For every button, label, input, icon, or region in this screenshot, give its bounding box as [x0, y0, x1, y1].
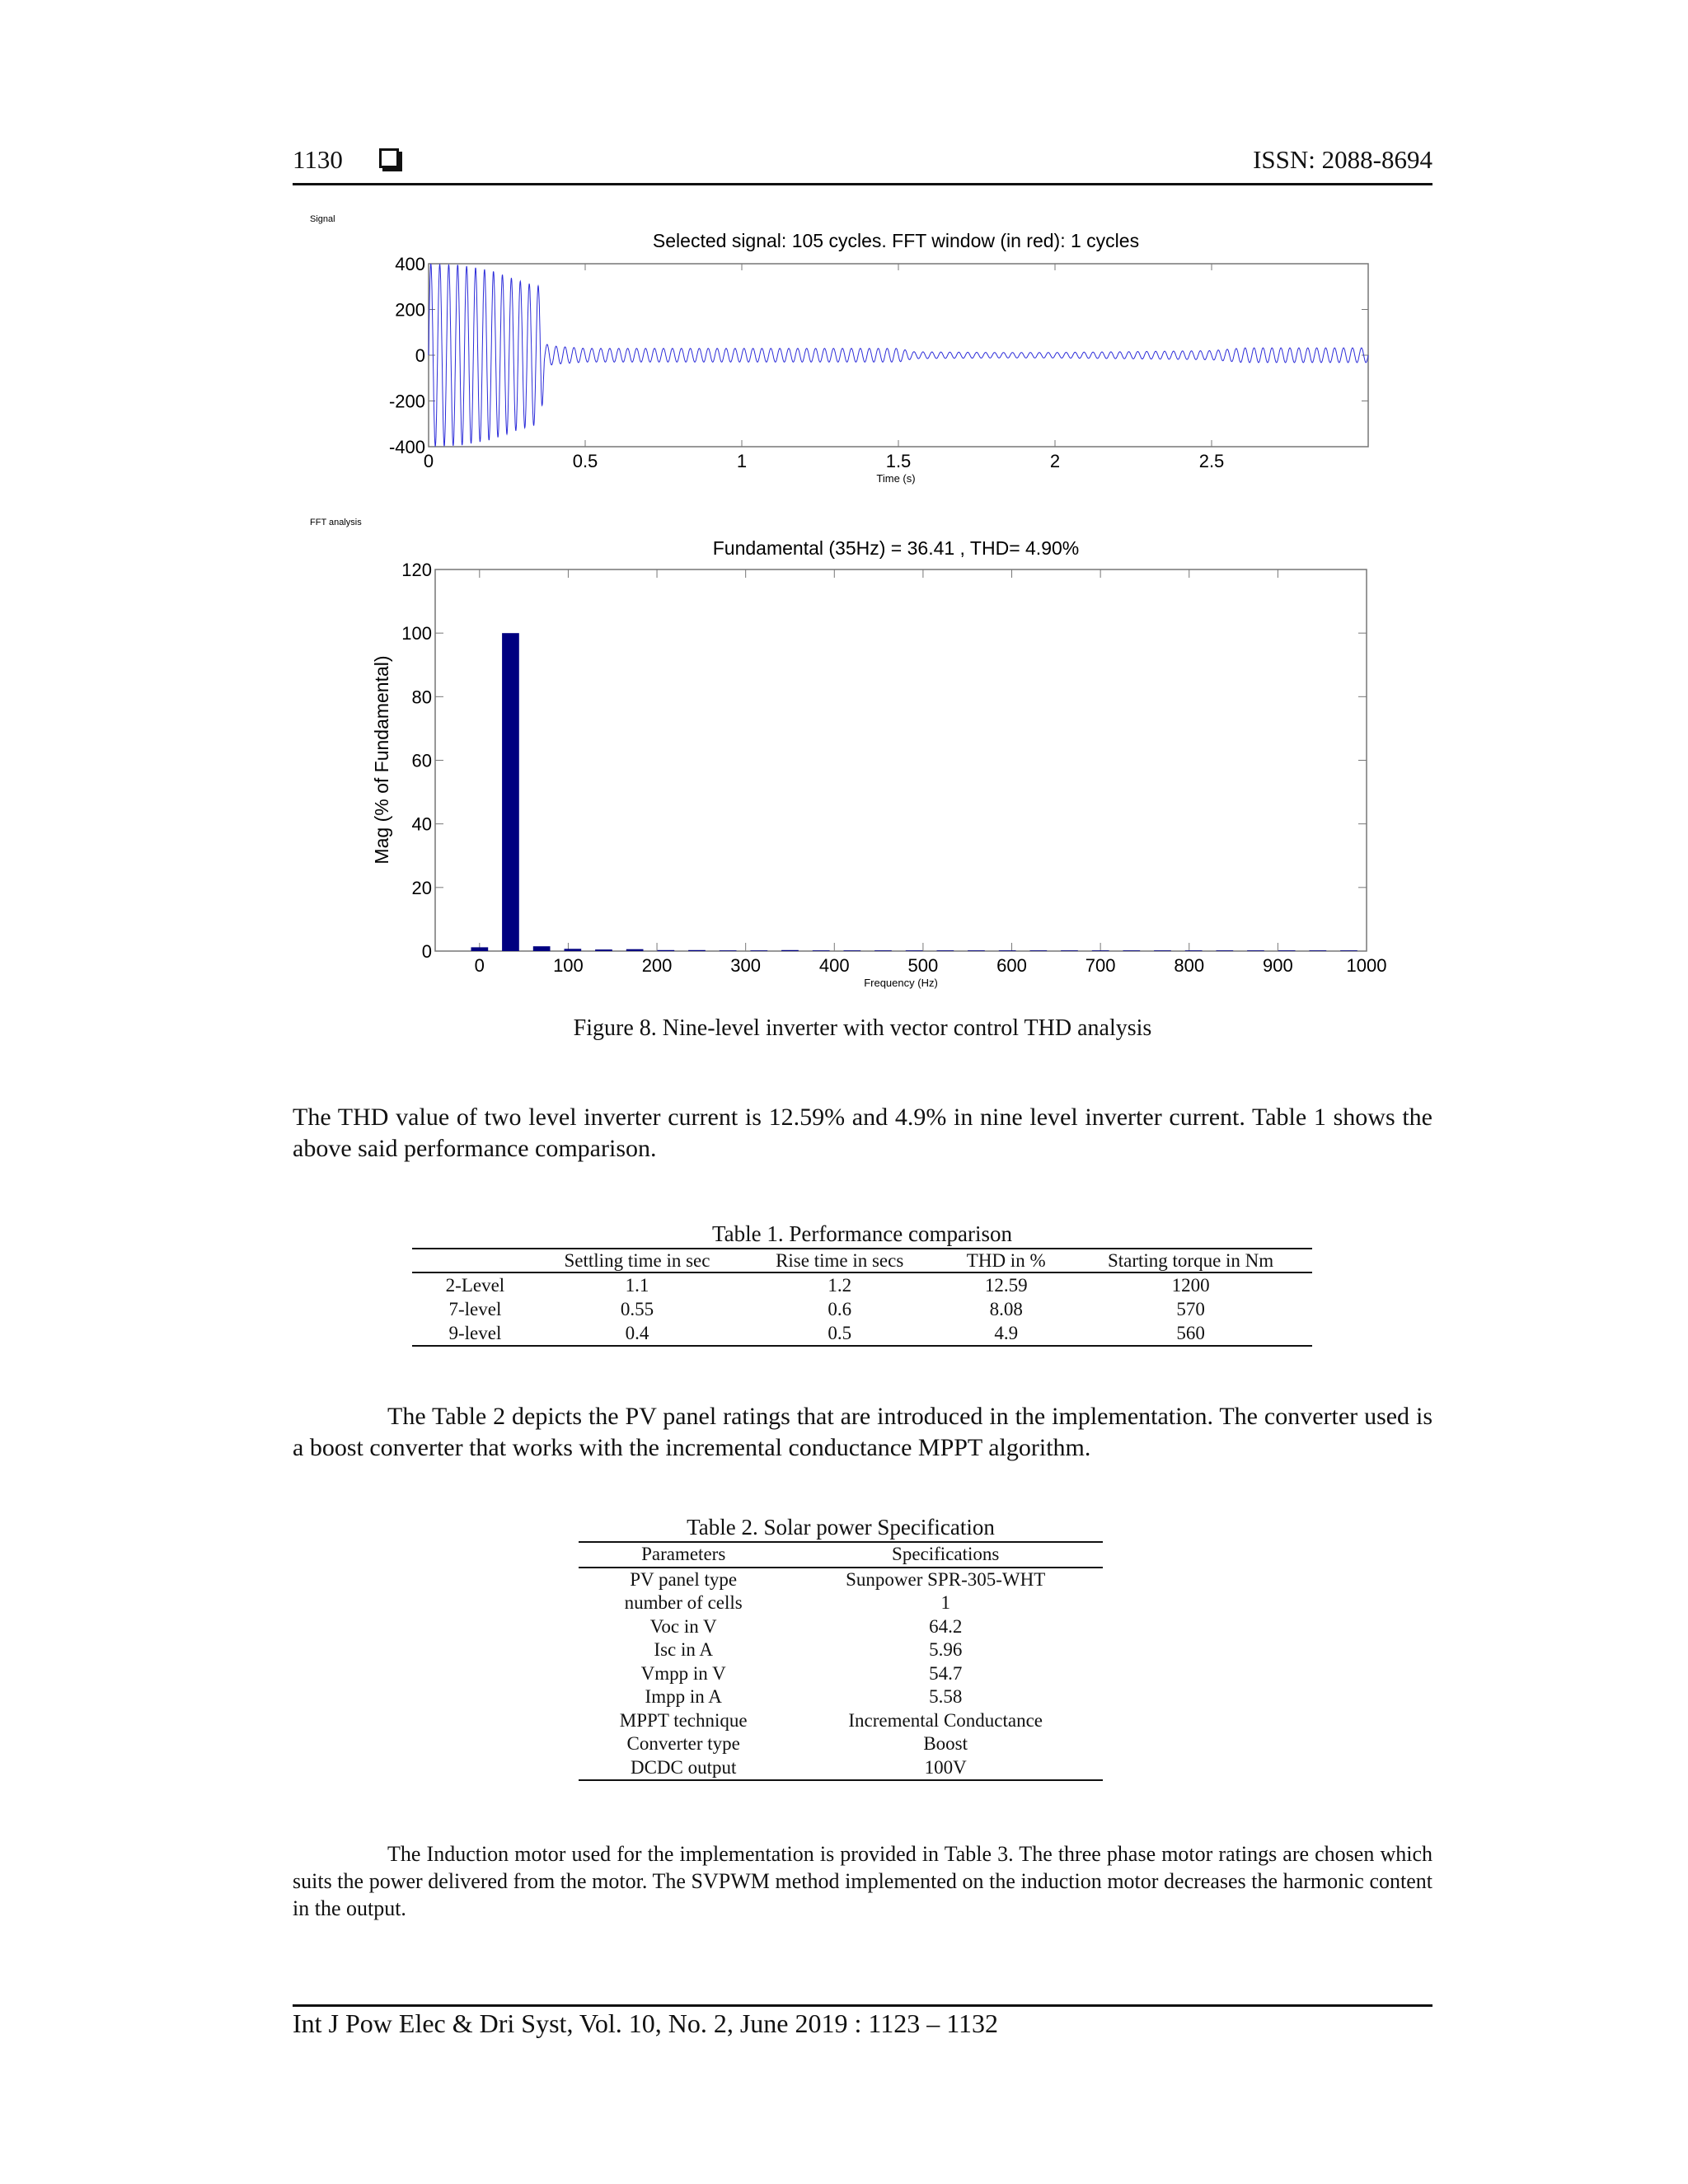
table-row [412, 1272, 1312, 1297]
x-tick-label: 700 [1085, 955, 1116, 976]
y-tick-label: 400 [395, 254, 425, 274]
paragraph: The Table 2 depicts the PV panel ratings that are introduced in the implementation. The converter used is a boost converter that works with the incremental conductance MPPT algorithm. [293, 1403, 1432, 1461]
y-tick-label: -200 [388, 391, 425, 412]
y-tick-label: 0 [415, 345, 425, 366]
x-tick-label: 900 [1263, 955, 1293, 976]
footer-rule [293, 2004, 1432, 2007]
table-cell: 12.59 [984, 1275, 1028, 1296]
table-cell: Boost [923, 1733, 968, 1754]
signal-x-label: Time (s) [876, 472, 916, 485]
footer-citation: Int J Pow Elec & Dri Syst, Vol. 10, No. 2, June 2019 : 1123 – 1132 [293, 2008, 999, 2038]
table-cell: 1.1 [625, 1275, 649, 1296]
paragraph: The THD value of two level inverter current is 12.59% and 4.9% in nine level inverter current. Table 1 shows the above said performance comparison. [293, 1104, 1432, 1162]
table-cell: MPPT technique [619, 1709, 748, 1731]
y-tick-label: 80 [411, 687, 432, 708]
table-row [579, 1709, 1103, 1733]
fft-bar [906, 950, 923, 951]
fft-panel [310, 518, 1386, 989]
table-cell: Incremental Conductance [848, 1709, 1043, 1731]
figure-8 [305, 206, 1409, 997]
fft-bar [658, 950, 675, 951]
fft-bar [1092, 950, 1109, 951]
figure-caption: Figure 8. Nine-level inverter with vector control THD analysis [573, 1015, 1152, 1041]
table-row [412, 1297, 1312, 1321]
fft-bar [844, 950, 861, 951]
x-tick-label: 200 [641, 955, 673, 976]
x-tick-label: 300 [730, 955, 762, 976]
y-tick-label: 120 [401, 560, 432, 580]
fft-bar [471, 947, 489, 951]
x-tick-label: 500 [907, 955, 939, 976]
fft-bar [1061, 950, 1078, 951]
table-cell: 4.9 [994, 1323, 1019, 1343]
column-header: Rise time in secs [776, 1250, 904, 1271]
fft-bar [1340, 950, 1357, 951]
table-cell: 100V [924, 1756, 967, 1778]
x-tick-label: 100 [553, 955, 584, 976]
table-cell: 0.55 [620, 1299, 654, 1319]
page-number: 1130 [293, 145, 343, 174]
table-row [579, 1732, 1103, 1756]
table-cell: Sunpower SPR-305-WHT [846, 1568, 1046, 1590]
fft-bar [937, 950, 954, 951]
fft-bar [1247, 950, 1264, 951]
y-tick-label: 200 [395, 299, 425, 321]
table-row [579, 1685, 1103, 1709]
fft-bar [968, 950, 985, 951]
table-row [579, 1638, 1103, 1662]
x-tick-label: 0 [423, 451, 434, 471]
table-cell: Vmpp in V [640, 1662, 726, 1684]
x-tick-label: 800 [1174, 955, 1205, 976]
solar-spec-table [579, 1541, 1103, 1781]
table-cell: 560 [1176, 1323, 1205, 1343]
fft-bar [1123, 950, 1141, 951]
column-header: THD in % [966, 1250, 1046, 1271]
fft-bar [999, 950, 1016, 951]
fft-bar [1217, 950, 1234, 951]
signal-panel-label: Signal [310, 214, 335, 224]
table-cell: 0.5 [828, 1323, 852, 1343]
table-cell: 1200 [1171, 1275, 1210, 1296]
table-cell: 5.58 [929, 1686, 963, 1707]
table-cell: 1 [940, 1592, 950, 1613]
issn: ISSN: 2088-8694 [1253, 145, 1432, 174]
fft-bar [565, 949, 582, 951]
table-cell: 570 [1176, 1299, 1205, 1319]
table-cell: 64.2 [929, 1615, 963, 1637]
y-tick-label: 40 [411, 813, 432, 835]
table2-caption: Table 2. Solar power Specification [687, 1515, 995, 1540]
fft-bar [595, 949, 612, 951]
table-cell: 5.96 [929, 1639, 963, 1660]
fft-bar [1154, 950, 1171, 951]
fft-bar [1030, 950, 1048, 951]
table-row [579, 1662, 1103, 1686]
x-tick-label: 0.5 [572, 451, 598, 471]
y-tick-label: 20 [411, 877, 432, 898]
table-row [579, 1568, 1103, 1592]
table-cell: PV panel type [630, 1568, 738, 1590]
fft-chart-title: Fundamental (35Hz) = 36.41 , THD= 4.90% [712, 537, 1080, 559]
table-header-row [412, 1249, 1312, 1272]
table-row [579, 1615, 1103, 1639]
table-header-row [579, 1542, 1103, 1568]
table-cell: Impp in A [645, 1686, 722, 1707]
fft-bar [813, 950, 830, 951]
x-tick-label: 400 [818, 955, 850, 976]
fft-panel-label: FFT analysis [310, 518, 362, 527]
table-cell: Isc in A [654, 1639, 713, 1660]
table-cell: number of cells [624, 1592, 743, 1613]
y-tick-label: 100 [401, 623, 432, 644]
table-row [579, 1591, 1103, 1615]
x-tick-label: 600 [996, 955, 1027, 976]
x-tick-label: 1 [736, 451, 748, 471]
fft-bar [1310, 950, 1327, 951]
performance-table [412, 1248, 1312, 1347]
x-tick-label: 1000 [1346, 955, 1387, 976]
x-tick-label: 1.5 [885, 451, 912, 471]
table-cell: 2-Level [445, 1275, 505, 1296]
header-rule [293, 183, 1432, 185]
table-cell: 54.7 [929, 1662, 963, 1684]
column-header: Specifications [892, 1544, 1000, 1564]
fft-bar [688, 950, 706, 951]
fft-plot-area [435, 569, 1367, 951]
table-cell: 0.6 [828, 1299, 852, 1319]
fft-bar [502, 633, 519, 951]
box-bullet-icon [379, 148, 399, 168]
table-cell: 1.2 [828, 1275, 852, 1296]
paragraph: The Induction motor used for the implementation is provided in Table 3. The three phase motor ratings are chosen which suits the power delivered from the motor. The SVPWM method implemented on the induction motor decreases the harmonic content in the output. [293, 1842, 1432, 1920]
table-cell: 9-level [448, 1323, 502, 1343]
fft-bar [533, 946, 551, 951]
fft-bar [1278, 950, 1296, 951]
table1-caption: Table 1. Performance comparison [712, 1221, 1012, 1246]
y-tick-label: 60 [411, 750, 432, 771]
fft-bar [781, 950, 799, 951]
fft-bar [874, 950, 892, 951]
table-cell: DCDC output [630, 1756, 737, 1778]
y-tick-label: -400 [388, 437, 425, 457]
column-header: Parameters [641, 1544, 726, 1564]
fft-bar [1185, 950, 1203, 951]
table-cell: Voc in V [649, 1615, 717, 1637]
fft-bar [751, 950, 768, 951]
table-cell: 8.08 [989, 1299, 1023, 1319]
fft-y-label: Mag (% of Fundamental) [371, 655, 392, 865]
x-tick-label: 2.5 [1198, 451, 1225, 471]
table-row [579, 1756, 1103, 1781]
y-tick-label: 0 [421, 941, 432, 962]
fft-bar [720, 950, 737, 951]
x-tick-label: 0 [474, 955, 485, 976]
column-header: Starting torque in Nm [1107, 1250, 1274, 1271]
table-cell: 7-level [448, 1299, 502, 1319]
column-header: Settling time in sec [564, 1250, 710, 1271]
fft-bar [626, 949, 644, 951]
signal-chart-title: Selected signal: 105 cycles. FFT window (in red): 1 cycles [652, 230, 1140, 251]
table-row [412, 1321, 1312, 1346]
x-tick-label: 2 [1049, 451, 1061, 471]
signal-panel [310, 214, 1368, 485]
table-cell: 0.4 [625, 1323, 649, 1343]
column-header [412, 1249, 538, 1272]
table-cell: Converter type [626, 1733, 740, 1754]
fft-x-label: Frequency (Hz) [864, 977, 938, 989]
